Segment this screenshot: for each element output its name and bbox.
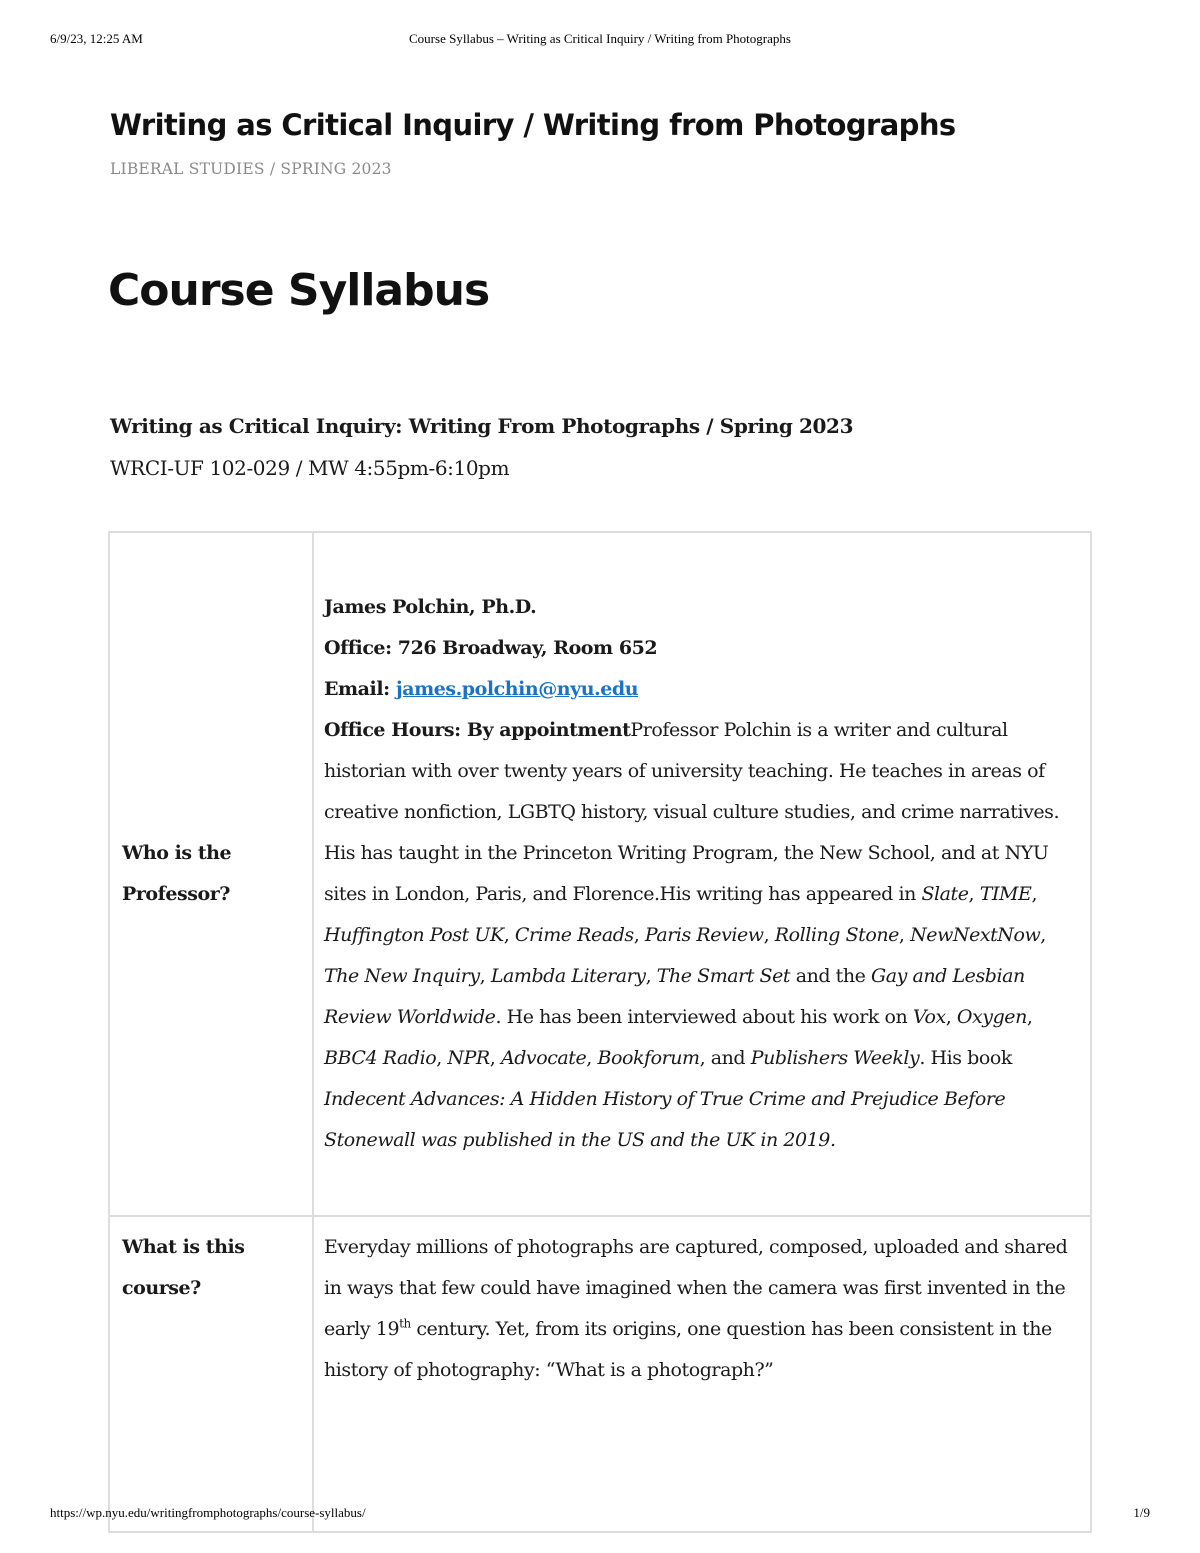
- syllabus-table: [108, 531, 1092, 1533]
- pub-name: NewNextNow: [910, 924, 1041, 946]
- email-link[interactable]: james.polchin@nyu.edu: [395, 678, 639, 700]
- pub-name: TIME: [979, 883, 1032, 905]
- row-label-course: What is this course?: [109, 1216, 313, 1532]
- bio-text: . His book: [919, 1047, 1012, 1069]
- separator: ,: [968, 883, 980, 905]
- print-header: [50, 31, 1150, 49]
- bio-text: . He has been interviewed about his work on: [495, 1006, 913, 1028]
- separator: ,: [479, 965, 491, 987]
- separator: ,: [763, 924, 775, 946]
- pub-name: Crime Reads: [514, 924, 634, 946]
- course-title: Writing as Critical Inquiry: Writing From Photographs / Spring 2023: [110, 414, 854, 438]
- print-doc-title: Course Syllabus – Writing as Critical Inquiry / Writing from Photographs: [409, 31, 791, 46]
- pub-name: Publishers Weekly: [750, 1047, 920, 1069]
- print-footer: [50, 1505, 1150, 1523]
- separator: ,: [1026, 1006, 1033, 1028]
- book-title: Indecent Advances: A Hidden History of True Crime and Prejudice Before Stonewall was published in the US and the UK in 2019.: [324, 1088, 1006, 1151]
- table-row: [109, 1216, 1091, 1532]
- superscript: th: [399, 1316, 411, 1331]
- row-label-professor: Who is the Professor?: [109, 532, 313, 1216]
- pub-name: The New Inquiry: [324, 965, 480, 987]
- page-title: Course Syllabus: [108, 265, 490, 316]
- pub-name: Paris Review: [644, 924, 764, 946]
- site-title[interactable]: Writing as Critical Inquiry / Writing from Photographs: [110, 108, 956, 142]
- pub-name: Huffington Post UK: [324, 924, 504, 946]
- professor-bio: [324, 710, 1082, 1161]
- bio-text: , and: [699, 1047, 751, 1069]
- pub-name: The Smart Set: [656, 965, 791, 987]
- print-url: https://wp.nyu.edu/writingfromphotographs/course-syllabus/: [50, 1505, 366, 1520]
- bio-text: Professor Polchin is a writer and cultural historian with over twenty years of university teaching. He teaches in areas of creative nonfiction, LGBTQ history, visual culture studies, and crime narratives. His has taught in the Princeton Writing Program, the New School, and at NYU sites in London, Paris, and Florence.His writing has appeared in: [324, 719, 1060, 905]
- separator: ,: [645, 965, 657, 987]
- separator: ,: [436, 1047, 448, 1069]
- separator: ,: [489, 1047, 501, 1069]
- professor-info-cell: [313, 532, 1091, 1216]
- print-datetime: 6/9/23, 12:25 AM: [50, 31, 143, 46]
- separator: ,: [1031, 883, 1038, 905]
- separator: ,: [586, 1047, 598, 1069]
- pub-name: Slate: [921, 883, 969, 905]
- table-row: [109, 532, 1091, 1216]
- pub-name: Oxygen: [956, 1006, 1027, 1028]
- office-hours: Office Hours: By appointment: [324, 719, 631, 741]
- email-label: Email:: [324, 678, 396, 700]
- pub-name: Bookforum: [597, 1047, 700, 1069]
- course-code: WRCI-UF 102-029 / MW 4:55pm-6:10pm: [110, 456, 510, 480]
- pub-name: Gay and Lesbian Review Worldwide: [324, 965, 1025, 1028]
- pub-name: Advocate: [500, 1047, 587, 1069]
- pub-name: Lambda Literary: [490, 965, 646, 987]
- pub-name: NPR: [447, 1047, 490, 1069]
- course-description-text: century. Yet, from its origins, one question has been consistent in the history of photography: “What is a photograph?”: [324, 1318, 1052, 1381]
- course-description-cell: [313, 1216, 1091, 1532]
- print-page-number: 1/9: [1133, 1505, 1150, 1520]
- separator: ,: [945, 1006, 957, 1028]
- bio-text: and the: [790, 965, 872, 987]
- separator: ,: [633, 924, 645, 946]
- course-description-text: Everyday millions of photographs are captured, composed, uploaded and shared in ways that few could have imagined when the camera was first invented in the early 19: [324, 1236, 1068, 1340]
- pub-name: Rolling Stone: [774, 924, 899, 946]
- professor-email-line: [324, 669, 1082, 710]
- site-subtitle: LIBERAL STUDIES / SPRING 2023: [110, 160, 392, 178]
- professor-office: Office: 726 Broadway, Room 652: [324, 637, 658, 659]
- separator: ,: [1040, 924, 1046, 946]
- separator: ,: [898, 924, 911, 946]
- professor-name: James Polchin, Ph.D.: [324, 596, 537, 618]
- pub-name: Vox: [912, 1006, 946, 1028]
- pub-name: BBC4 Radio: [324, 1047, 437, 1069]
- separator: ,: [503, 924, 515, 946]
